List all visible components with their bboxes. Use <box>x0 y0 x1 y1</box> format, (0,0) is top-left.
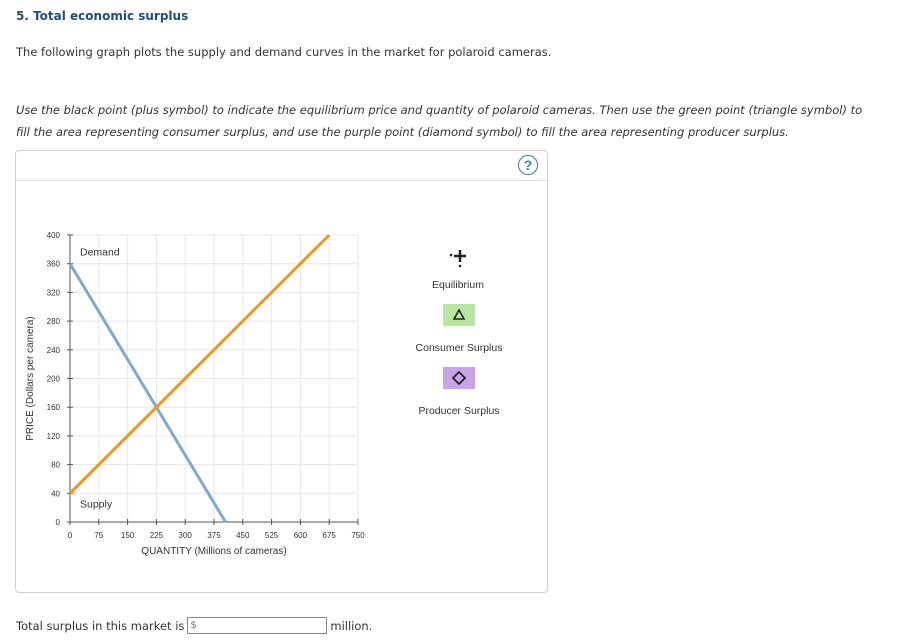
x-tick-label: 600 <box>293 531 308 540</box>
y-tick-label: 400 <box>46 231 60 240</box>
y-tick-label: 360 <box>46 259 60 269</box>
y-tick-label: 80 <box>51 460 60 470</box>
x-tick-label: 675 <box>322 531 336 540</box>
question-intro: The following graph plots the supply and demand curves in the market for polaroid cameras. <box>16 45 552 59</box>
demand-curve <box>70 264 226 522</box>
total-surplus-suffix: million. <box>330 618 373 633</box>
x-tick-label: 450 <box>236 531 250 540</box>
diamond-icon <box>443 367 475 389</box>
x-tick-label: 750 <box>351 531 365 540</box>
y-tick-label: 240 <box>46 345 60 355</box>
x-tick-label: 150 <box>120 531 135 540</box>
y-tick-label: 0 <box>55 518 60 527</box>
equilibrium-tool[interactable] <box>450 248 466 267</box>
producer-surplus-tool[interactable] <box>443 367 475 389</box>
x-tick-label: 225 <box>149 531 164 540</box>
question-title: 5. Total economic surplus <box>16 9 189 23</box>
producer-surplus-tool-label: Producer Surplus <box>418 405 500 417</box>
y-tick-label: 280 <box>46 317 60 327</box>
x-tick-label: 525 <box>264 531 279 540</box>
x-tick-label: 75 <box>94 531 104 540</box>
supply-curve <box>70 235 329 493</box>
y-tick-label: 320 <box>46 288 60 298</box>
y-tick-label: 160 <box>46 403 60 413</box>
y-axis-ticks <box>47 231 73 527</box>
equilibrium-tool-label: Equilibrium <box>432 279 484 291</box>
total-surplus-prefix: Total surplus in this market is <box>16 618 185 633</box>
consumer-surplus-tool-label: Consumer Surplus <box>415 342 503 354</box>
help-icon[interactable]: ? <box>518 155 538 175</box>
graph-panel <box>15 150 548 593</box>
x-tick-label: 0 <box>67 531 73 540</box>
y-tick-label: 200 <box>46 374 60 384</box>
total-surplus-row <box>16 617 372 634</box>
triangle-icon <box>443 304 475 326</box>
total-surplus-input[interactable] <box>187 617 327 634</box>
chart-grid <box>70 235 358 522</box>
y-tick-label: 120 <box>46 431 60 441</box>
y-axis-title: PRICE (Dollars per camera) <box>25 316 36 441</box>
x-tick-label: 300 <box>178 531 192 540</box>
x-axis-title: QUANTITY (Millions of cameras) <box>141 546 287 557</box>
consumer-surplus-tool[interactable] <box>443 304 475 326</box>
y-tick-label: 40 <box>51 489 60 499</box>
question-instructions: Use the black point (plus symbol) to indicate the equilibrium price and quantity of polaroid cameras. Then use the green point (triangle symbol) to fill the area representing consumer surplus, and use the purple point (diamond symbol) to fill the area representing producer surplus. <box>16 103 863 139</box>
x-tick-label: 375 <box>207 531 221 540</box>
demand-curve-label: Demand <box>80 246 120 259</box>
supply-curve-label: Supply <box>80 498 113 511</box>
